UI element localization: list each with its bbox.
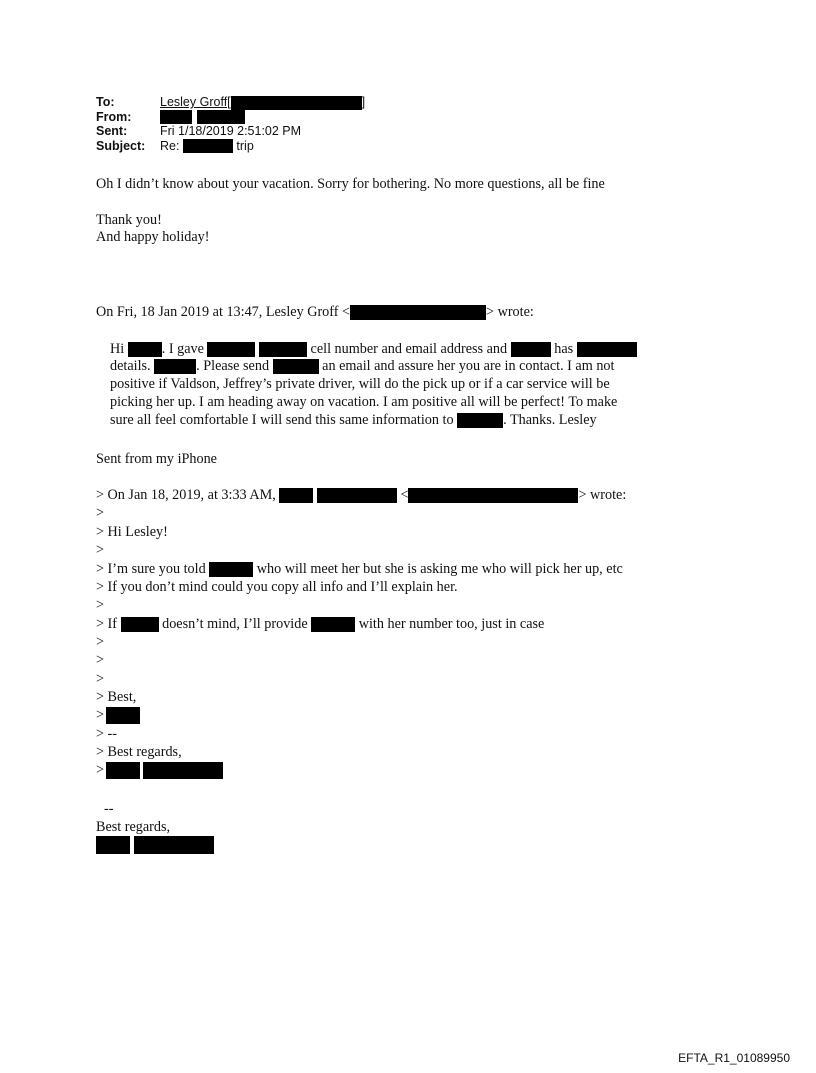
- redaction: [231, 96, 362, 110]
- quote-line: picking her up. I am heading away on vacation. I am positive all will be perfect! To make: [110, 394, 618, 410]
- redaction: [106, 707, 140, 724]
- redaction: [577, 342, 637, 357]
- redaction: [106, 762, 140, 779]
- to-value[interactable]: Lesley Groff[: [160, 95, 231, 109]
- redaction: [197, 110, 245, 124]
- quote-gt: >: [96, 671, 105, 687]
- quote-line: sure all feel comfortable I will send this same information to . Thanks. Lesley: [110, 412, 597, 428]
- sent-label: Sent:: [96, 124, 128, 138]
- sent-value: Fri 1/18/2019 2:51:02 PM: [160, 124, 302, 138]
- redaction: [121, 617, 159, 632]
- redaction: [154, 359, 196, 374]
- redaction: [183, 139, 233, 153]
- quote-line: > Best regards,: [96, 744, 182, 760]
- quote-line: > I’m sure you told who will meet her but she is asking me who will pick her up, etc: [96, 561, 623, 577]
- subject-re: Re:: [160, 138, 180, 153]
- redaction: [134, 836, 214, 854]
- quote-line: Hi . I gave cell number and email address and has: [110, 341, 637, 357]
- redaction: [209, 562, 253, 577]
- redaction: [350, 305, 486, 320]
- signature-dashes: --: [104, 801, 114, 817]
- from-label: From:: [96, 109, 132, 124]
- quote-gt: >: [96, 597, 105, 613]
- redaction: [317, 488, 397, 503]
- to-label: To:: [96, 95, 115, 109]
- quote-line: >: [96, 762, 223, 779]
- document-id: EFTA_R1_01089950: [678, 1051, 790, 1065]
- message-line: Thank you!: [96, 212, 162, 228]
- redaction: [160, 110, 192, 124]
- redaction: [128, 342, 162, 357]
- redaction: [511, 342, 551, 357]
- quote-line: > --: [96, 726, 117, 742]
- signature-name: [96, 836, 214, 854]
- subject-tail: trip: [236, 138, 254, 153]
- sent-from: Sent from my iPhone: [96, 451, 217, 467]
- redaction: [279, 488, 313, 503]
- subject-label: Subject:: [96, 138, 146, 153]
- to-end: ]: [361, 95, 366, 109]
- redaction: [96, 836, 130, 854]
- quote-intro: > On Jan 18, 2019, at 3:33 AM, < > wrote:: [96, 487, 627, 503]
- quote-line: details. . Please send an email and assure her you are in contact. I am not: [110, 358, 615, 374]
- redaction: [207, 342, 255, 357]
- redaction: [273, 359, 319, 374]
- quote-line: > If doesn’t mind, I’ll provide with her number too, just in case: [96, 616, 545, 632]
- quote-line: > Best,: [96, 689, 137, 705]
- message-line: And happy holiday!: [96, 229, 210, 245]
- redaction: [311, 617, 355, 632]
- redaction: [143, 762, 223, 779]
- redaction: [259, 342, 307, 357]
- signature-regards: Best regards,: [96, 819, 171, 835]
- quote-gt: >: [96, 634, 105, 650]
- quote-intro: On Fri, 18 Jan 2019 at 13:47, Lesley Groff < > wrote:: [96, 304, 534, 320]
- quote-line: positive if Valdson, Jeffrey’s private driver, will do the pick up or if a car service will be: [110, 376, 610, 392]
- redaction: [408, 488, 578, 503]
- quote-line: >: [96, 707, 140, 724]
- quote-gt: >: [96, 542, 105, 558]
- quote-gt: >: [96, 652, 105, 668]
- message-line: Oh I didn’t know about your vacation. Sorry for bothering. No more questions, all be fine: [96, 176, 605, 192]
- quote-line: > If you don’t mind could you copy all info and I’ll explain her.: [96, 579, 458, 595]
- redaction: [457, 413, 503, 428]
- quote-gt: >: [96, 505, 105, 521]
- quote-line: > Hi Lesley!: [96, 524, 168, 540]
